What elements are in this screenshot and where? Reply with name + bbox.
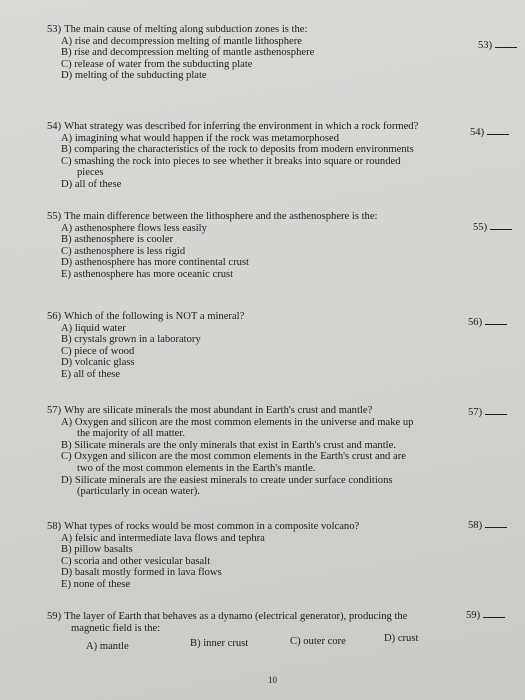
option-a[interactable]: A) liquid water <box>61 322 126 334</box>
question-54 <box>47 121 467 191</box>
answer-blank-55[interactable]: 55) <box>473 220 512 234</box>
question-59 <box>47 611 467 634</box>
option-list <box>61 133 467 191</box>
option-a[interactable]: A) rise and decompression melting of mantle lithosphere <box>61 35 302 47</box>
option-b[interactable]: B) Silicate minerals are the only minerals that exist in Earth's crust and mantle. <box>61 439 396 451</box>
option-list <box>61 417 467 498</box>
question-57 <box>47 405 467 498</box>
option-d[interactable]: D) basalt mostly formed in lava flows <box>61 567 222 579</box>
option-b[interactable]: B) pillow basalts <box>61 544 133 556</box>
answer-blank-54[interactable]: 54) <box>470 125 509 139</box>
question-53 <box>47 24 467 82</box>
option-row-59 <box>384 633 418 645</box>
option-e[interactable]: E) none of these <box>61 578 131 590</box>
option-a[interactable]: A) asthenosphere flows less easily <box>61 222 207 234</box>
option-row-59 <box>190 638 248 650</box>
option-b[interactable]: B) crystals grown in a laboratory <box>61 334 201 346</box>
question-58 <box>47 521 467 591</box>
option-d[interactable]: D) crust <box>384 633 419 644</box>
option-a[interactable]: A) imagining what would happen if the rock was metamorphosed <box>61 132 340 144</box>
option-d[interactable]: D) melting of the subducting plate <box>61 70 207 82</box>
option-b[interactable]: B) rise and decompression melting of mantle asthenosphere <box>61 47 315 59</box>
option-a[interactable]: A) Oxygen and silicon are the most common elements in the universe and make up the majority of all matter. <box>61 416 414 440</box>
option-row-59 <box>290 636 346 648</box>
answer-blank-59[interactable]: 59) <box>466 608 505 622</box>
option-row-59 <box>86 641 129 653</box>
option-list <box>61 533 467 591</box>
option-c[interactable]: C) release of water from the subducting plate <box>61 58 253 70</box>
option-c[interactable]: C) smashing the rock into pieces to see whether it breaks into square or rounded pieces <box>61 155 401 179</box>
option-list <box>61 323 467 381</box>
option-c[interactable]: C) Oxygen and silicon are the most common elements in the Earth's crust and are two of the most common elements in the Earth's mantle. <box>61 451 406 474</box>
question-56 <box>47 311 467 381</box>
question-55 <box>47 211 467 281</box>
question-stem: 53) The main cause of melting along subduction zones is the: <box>47 24 308 35</box>
option-c[interactable]: C) scoria and other vesicular basalt <box>61 555 211 567</box>
answer-blank-53[interactable]: 53) <box>478 38 517 52</box>
answer-blank-56[interactable]: 56) <box>468 315 507 329</box>
option-c[interactable]: C) outer core <box>290 636 346 647</box>
question-stem: 58) What types of rocks would be most common in a composite volcano? <box>47 521 360 532</box>
question-stem: 59) The layer of Earth that behaves as a dynamo (electrical generator), producing the <box>47 611 408 622</box>
option-e[interactable]: E) all of these <box>61 368 121 380</box>
option-list <box>61 223 467 281</box>
option-b[interactable]: B) comparing the characteristics of the rock to deposits from modern environments <box>61 144 414 156</box>
page-number: 10 <box>268 675 277 685</box>
question-stem: 56) Which of the following is NOT a mineral? <box>47 311 245 322</box>
option-list <box>61 36 467 82</box>
option-d[interactable]: D) asthenosphere has more continental crust <box>61 257 249 269</box>
option-e[interactable]: E) asthenosphere has more oceanic crust <box>61 268 234 280</box>
option-b[interactable]: B) inner crust <box>190 638 249 649</box>
option-c[interactable]: C) asthenosphere is less rigid <box>61 245 186 257</box>
option-c[interactable]: C) piece of wood <box>61 345 135 357</box>
option-d[interactable]: D) volcanic glass <box>61 357 135 369</box>
option-d[interactable]: D) Silicate minerals are the easiest minerals to create under surface conditions (particularly in ocean water). <box>61 474 393 498</box>
option-a[interactable]: A) felsic and intermediate lava flows and tephra <box>61 532 265 544</box>
question-stem: 57) Why are silicate minerals the most abundant in Earth's crust and mantle? <box>47 405 373 416</box>
question-stem: 55) The main difference between the lithosphere and the asthenosphere is the: <box>47 211 378 222</box>
answer-blank-58[interactable]: 58) <box>468 518 507 532</box>
option-a[interactable]: A) mantle <box>86 641 129 652</box>
option-b[interactable]: B) asthenosphere is cooler <box>61 234 174 246</box>
question-stem-continued: magnetic field is the: <box>71 622 161 634</box>
answer-blank-57[interactable]: 57) <box>468 405 507 419</box>
question-stem: 54) What strategy was described for inferring the environment in which a rock formed? <box>47 121 419 132</box>
option-d[interactable]: D) all of these <box>61 178 122 190</box>
